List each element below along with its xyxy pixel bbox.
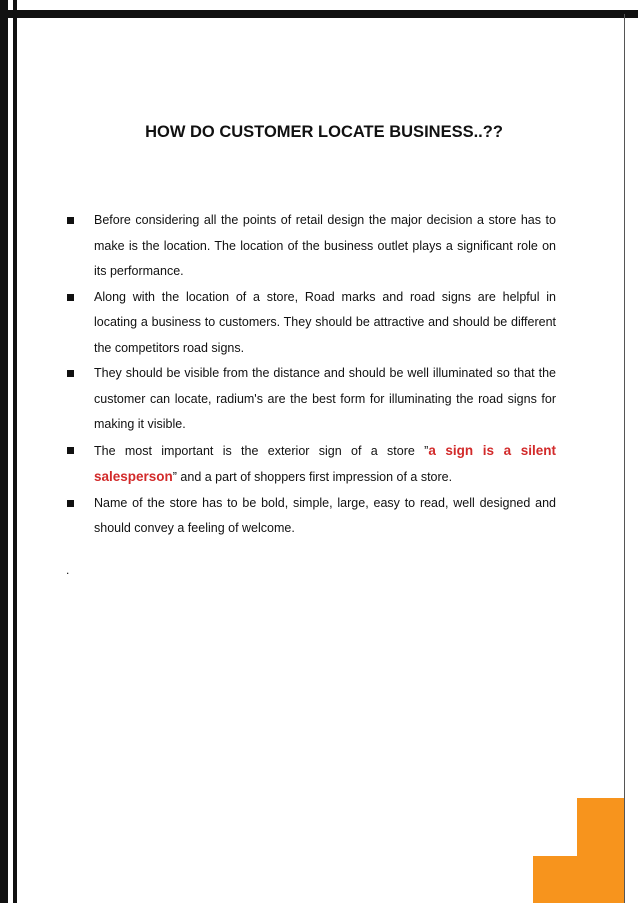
highlighted-quote: a sign is a silent salesperson	[94, 442, 556, 484]
page-title: HOW DO CUSTOMER LOCATE BUSINESS..??	[145, 123, 503, 141]
square-bullet-icon	[67, 370, 74, 377]
bullet-item-exterior-sign	[64, 438, 556, 491]
page-border-top	[0, 10, 638, 18]
bullet-text-pre: The most important is the exterior sign of a store ”	[94, 443, 429, 458]
square-bullet-icon	[67, 500, 74, 507]
trailing-period: .	[66, 563, 70, 577]
bullet-list	[64, 208, 556, 542]
bullet-text: They should be visible from the distance and should be well illuminated so that the customer can locate, radium's are the best form for illuminating the road signs for making it visible.	[94, 366, 556, 431]
bullet-item-visibility	[64, 361, 556, 438]
square-bullet-icon	[67, 217, 74, 224]
bullet-text: Before considering all the points of retail design the major decision a store has to make is the location. The location of the business outlet plays a significant role on its performance.	[94, 213, 556, 278]
bullet-text: Name of the store has to be bold, simple, large, easy to read, well designed and should convey a feeling of welcome.	[94, 495, 556, 535]
bullet-text: Along with the location of a store, Road marks and road signs are helpful in locating a business to customers. They should be attractive and should be different the competitors road signs.	[94, 289, 556, 355]
square-bullet-icon	[67, 294, 74, 301]
orange-step-shape	[533, 798, 624, 903]
bullet-item-store-name	[64, 491, 556, 542]
square-bullet-icon	[67, 447, 74, 454]
page-border-right	[624, 14, 625, 903]
bullet-item-location	[64, 208, 556, 285]
bullet-text-post: ” and a part of shoppers first impression of a store.	[172, 470, 453, 484]
bullet-item-road-signs	[64, 285, 556, 362]
